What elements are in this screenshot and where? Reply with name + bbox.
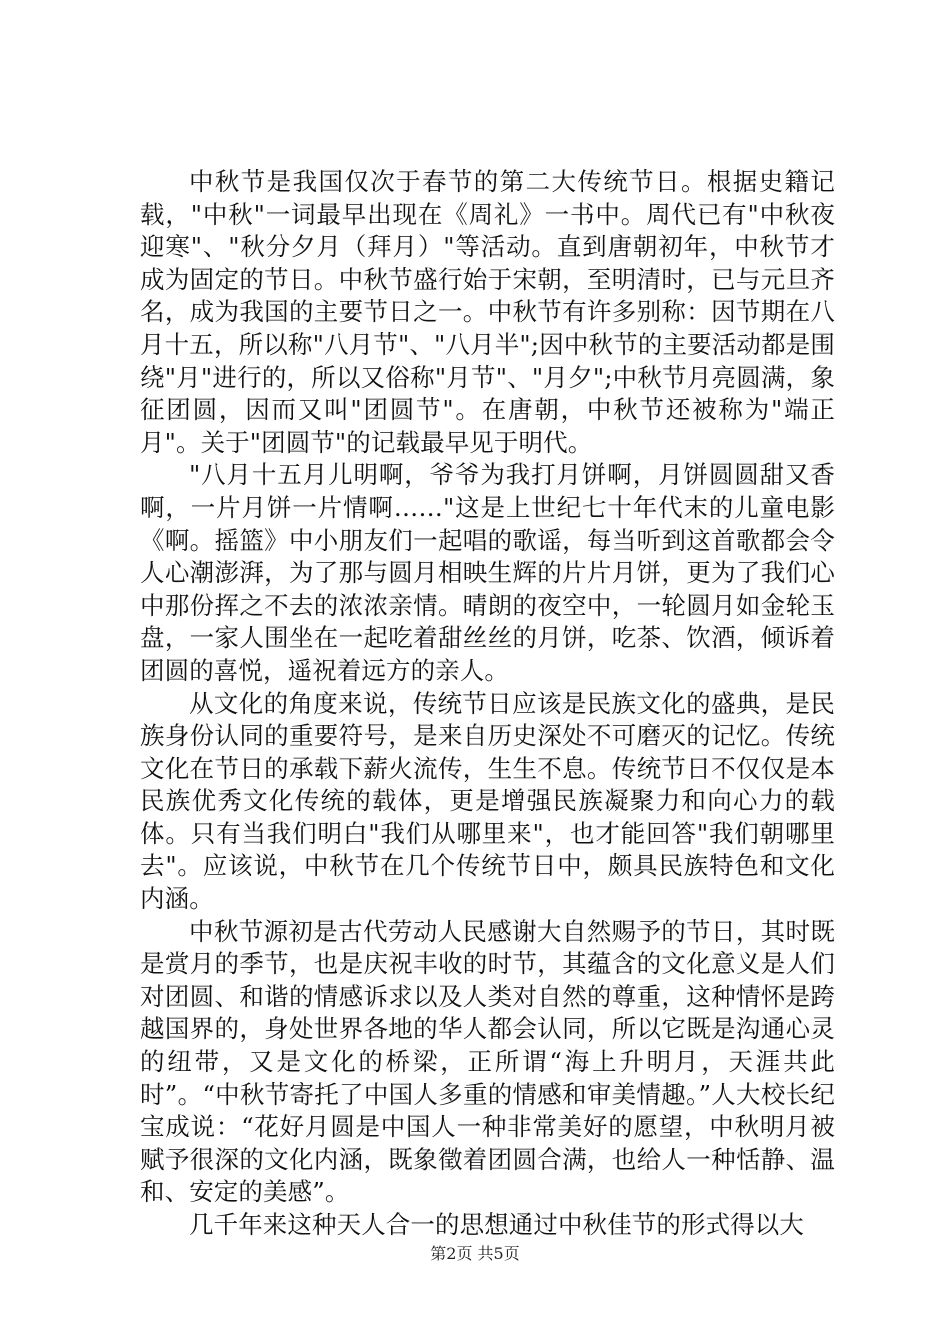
paragraph-2: "八月十五月儿明啊，爷爷为我打月饼啊，月饼圆圆甜又香啊，一片月饼一片情啊……"这是上世纪七十年代末的儿童电影《啊。摇篮》中小朋友们一起唱的歌谣，每当听到这首歌都会令人心潮澎湃，为了那与圆月相映生辉的片片月饼，更为了我们心中那份挥之不去的浓浓亲情。晴朗的夜空中，一轮圆月如金轮玉盘，一家人围坐在一起吃着甜丝丝的月饼，吃茶、饮酒，倾诉着团圆的喜悦，遥祝着远方的亲人。	[140, 460, 835, 685]
page-footer	[0, 1244, 950, 1264]
body-text	[140, 166, 835, 1242]
paragraph-4: 中秋节源初是古代劳动人民感谢大自然赐予的节日，其时既是赏月的季节，也是庆祝丰收的时节，其蕴含的文化意义是人们对团圆、和谐的情感诉求以及人类对自然的尊重，这种情怀是跨越国界的，身处世界各地的华人都会认同，所以它既是沟通心灵的纽带，又是文化的桥梁，正所谓“海上升明月，天涯共此时”。“中秋节寄托了中国人多重的情感和审美情趣。”人大校长纪宝成说：“花好月圆是中国人一种非常美好的愿望，中秋明月被赋予很深的文化内涵，既象徵着团圆合满，也给人一种恬静、温和、安定的美感”。	[140, 916, 835, 1207]
page-number-label: 第2页 共5页	[430, 1244, 520, 1263]
paragraph-5: 几千年来这种天人合一的思想通过中秋佳节的形式得以大	[189, 1210, 804, 1239]
paragraph-1: 中秋节是我国仅次于春节的第二大传统节日。根据史籍记载，"中秋"一词最早出现在《周礼》一书中。周代已有"中秋夜迎寒"、"秋分夕月（拜月）"等活动。直到唐朝初年，中秋节才成为固定的节日。中秋节盛行始于宋朝，至明清时，已与元旦齐名，成为我国的主要节日之一。中秋节有许多别称：因节期在八月十五，所以称"八月节"、"八月半";因中秋节的主要活动都是围绕"月"进行的，所以又俗称"月节"、"月夕";中秋节月亮圆满，象征团圆，因而又叫"团圆节"。在唐朝，中秋节还被称为"端正月"。关于"团圆节"的记载最早见于明代。	[140, 167, 835, 457]
paragraph-3: 从文化的角度来说，传统节日应该是民族文化的盛典，是民族身份认同的重要符号，是来自历史深处不可磨灭的记忆。传统文化在节日的承载下薪火流传，生生不息。传统节日不仅仅是本民族优秀文化传统的载体，更是增强民族凝聚力和向心力的载体。只有当我们明白"我们从哪里来"，也才能回答"我们朝哪里去"。应该说，中秋节在几个传统节日中，颇具民族特色和文化内涵。	[140, 688, 835, 914]
